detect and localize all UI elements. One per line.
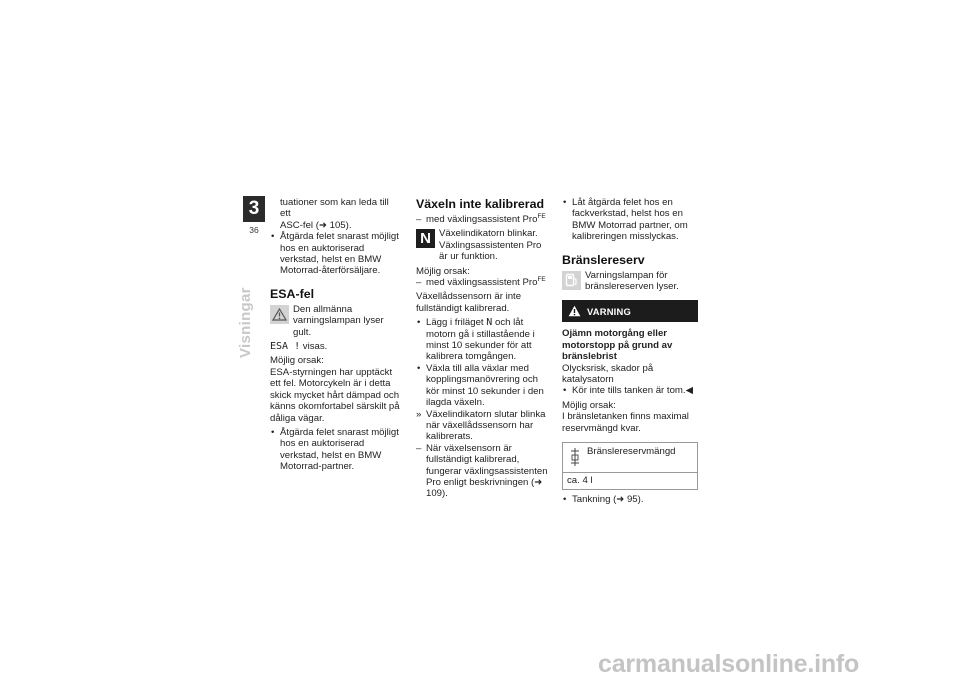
column-2 [416, 197, 548, 503]
list-item [416, 277, 548, 288]
continued-line-2: ASC-fel (➜ 105). [280, 219, 352, 231]
gear-heading: Växeln inte kalibrerad [416, 197, 545, 211]
gear-condition-2 [416, 277, 548, 288]
asc-bullets [270, 231, 402, 277]
gear-steps [416, 317, 548, 500]
gear-cause-label: Möjlig orsak: [416, 265, 470, 277]
list-item: • Åtgärda felet snarast möjligt hos en auktoriserad verkstad, helst en BMW Motorrad-partner. [270, 427, 402, 473]
list-item: • Låt åtgärda felet hos en fackverkstad, helst hos en BMW Motorrad partner, om kalibreringen misslyckas. [562, 197, 698, 243]
chapter-title: Visningar [237, 287, 254, 358]
chapter-side-title [235, 270, 259, 360]
list-item: • Tankning (➜ 95). [562, 494, 698, 505]
esa-cause-label: Möjlig orsak: [270, 355, 324, 367]
warning-title: Ojämn motorgång eller motorstopp på grund av bränslebrist [562, 328, 673, 363]
fuel-cause-text: I bränsletanken finns maximal reservmängd kvar. [562, 411, 689, 434]
esa-cause-text: ESA-styrningen har upptäckt ett fel. Motorcykeln är i detta skick mycket hårt dämpad och känns okomfortabel särskilt på dåliga vägar. [270, 366, 400, 424]
display-suffix: visas. [302, 341, 328, 353]
continued-line-1: tuationer som kan leda till ett [280, 197, 389, 220]
fuel-bullets [562, 494, 698, 505]
gear-letter: N [420, 230, 431, 248]
esa-warning-row [270, 304, 402, 338]
list-item: • Växla till alla växlar med kopplingsmanövrering och kör minst 10 sekunder i den ilagda växeln. [416, 363, 548, 409]
column-3 [562, 197, 698, 508]
spec-value: ca. 4 l [563, 472, 697, 488]
esa-bullets [270, 427, 402, 473]
step-text: och låt motorn gå i stillastående i minst 10 sekunder för att kalibrera tomgången. [426, 317, 535, 363]
list-item: » Växelindikatorn slutar blinka när växellådssensorn har kalibrerats. [416, 409, 548, 443]
display-code: ESA ! [270, 341, 301, 353]
column-1 [270, 197, 402, 476]
gear-indicator-row [416, 228, 548, 262]
esa-heading: ESA-fel [270, 286, 315, 301]
esa-warning-text: Den allmänna varningslampan lyser gult. [293, 303, 384, 338]
watermark: carmanualsonline.info [598, 650, 860, 678]
list-item [416, 317, 548, 363]
warning-bullets [562, 385, 698, 396]
step-code: N [486, 317, 493, 329]
condition-text: med växlingsassistent Pro [426, 277, 538, 289]
condition-sup: FE [537, 276, 546, 284]
fuel-reserve-table [562, 442, 698, 489]
condition-text: med växlingsassistent Pro [426, 214, 538, 225]
gear-n-icon [416, 229, 435, 248]
list-item: – När växelsensorn är fullständigt kalibrerad, fungerar växlingsassistenten Pro enligt beskrivningen (➜ 109). [416, 443, 548, 500]
warning-label: VARNING [587, 305, 631, 317]
esa-display-line [270, 341, 402, 352]
gear-condition [416, 214, 548, 225]
fuel-heading: Bränslereserv [562, 252, 645, 267]
spec-header [563, 443, 697, 472]
fuel-indicator-row [562, 270, 698, 293]
list-item [416, 214, 548, 225]
condition-sup: FE [537, 213, 546, 220]
gear-final-step [562, 197, 698, 243]
gear-cause-text: Växellådssensorn är inte fullständigt kalibrerad. [416, 291, 522, 314]
list-item: • Kör inte tills tanken är tom.◀ [562, 385, 698, 396]
step-text: Lägg i friläget [426, 317, 484, 329]
page-number: 36 [249, 225, 259, 235]
gear-indicator-text: Växelindikatorn blinkar. Växlingsassistenten Pro är ur funktion. [439, 228, 542, 263]
chapter-number: 3 [243, 196, 265, 222]
warning-triangle-icon [270, 305, 289, 324]
continued-text [270, 197, 402, 231]
list-item: • Åtgärda felet snarast möjligt hos en auktoriserad verkstad, helst en BMW Motorrad-återförsäljare. [270, 231, 402, 277]
fuel-pump-icon [562, 271, 581, 290]
warning-triangle-icon [568, 305, 581, 317]
warning-text: Olycksrisk, skador på katalysatorn [562, 362, 654, 386]
fuel-indicator-text: Varningslampan för bränslereserven lyser. [585, 269, 679, 293]
spec-label: Bränslereservmängd [587, 446, 676, 458]
fuel-gauge-icon [569, 447, 581, 467]
warning-banner [562, 300, 698, 322]
fuel-cause-label: Möjlig orsak: [562, 399, 616, 411]
